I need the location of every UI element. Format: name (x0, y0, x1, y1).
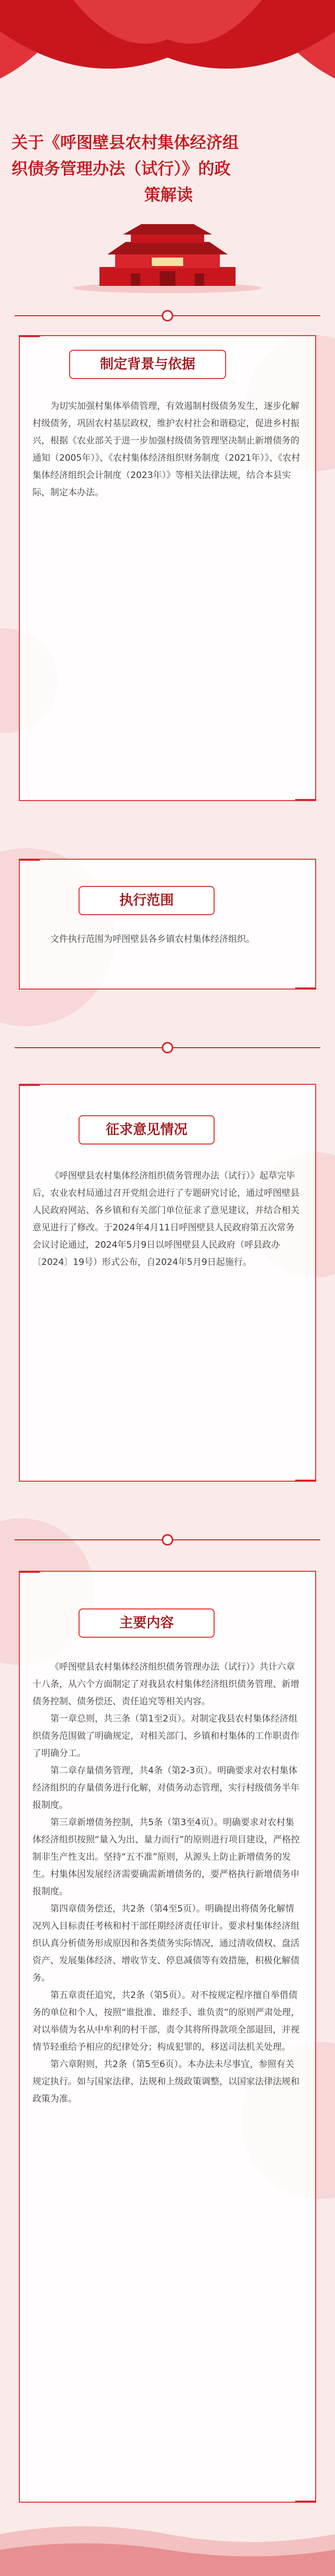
section-body-text: 为切实加强村集体举债管理，有效遏制村级债务发生，逐步化解村级债务，巩固农村基层政权，维护农村社会和谐稳定，促进乡村振兴，根据《农业部关于进一步加强村级债务管理坚决制止新增债务的通知（2005年）》、《农村集体经济组织财务制度（2021年）》、《农村集体经济组织会计制度（2023年）》等相关法律法规，结合本县实际，制定本办法。 (32, 401, 300, 498)
curtain-header-decoration (0, 0, 335, 110)
page-title (12, 130, 326, 208)
section-body-text: 《呼图壁县农村集体经济组织债务管理办法（试行）》起草完毕后，农业农村局通过召开党组会进行了专题研究讨论，通过呼图壁县人民政府网站、各乡镇和有关部门单位征求了意见建议，并结合相关意见进行了修改。于2024年4月11日呼图壁县人民政府第五次常务会议讨论通过，2024年5月9日以呼图壁县人民政府（呼县政办〔2024〕19号）形式公布，自2024年5月9日起施行。 (32, 1171, 299, 1268)
section-title-main-content (79, 1608, 215, 1638)
paragraph: 第五章责任追究，共2条（第5页）。对不按规定程序擅自举借债务的单位和个人，按照“谁批准、谁经手、谁负责”的原则严肃处理，对以举债为名从中牟利的村干部，责令其将所得款项全部退回，并视情节轻重给予相应的纪律处分；构成犯罪的，移送司法机关处理。 (32, 1990, 300, 2052)
section-title: 制定背景与依据 (99, 357, 195, 372)
section-title: 执行范围 (119, 893, 174, 908)
page-title-line-3: 策解读 (144, 186, 193, 205)
paragraph: 第六章附则，共2条（第5至6页）。本办法未尽事宜，参照有关规定执行。如与国家法律、法规和上级政策调整，以国家法律法规和政策为准。 (32, 2059, 299, 2104)
section-title: 征求意见情况 (105, 1122, 187, 1138)
section-title: 主要内容 (119, 1615, 174, 1631)
section-body-text: 文件执行范围为呼图壁县各乡镇农村集体经济组织。 (50, 934, 255, 945)
tiananmen-illustration (68, 209, 267, 293)
section-divider-dot (162, 1534, 173, 1546)
section-title-background (69, 350, 226, 379)
section-title-consultation (79, 1115, 215, 1145)
section-card-scope (19, 859, 316, 990)
section-body-text (32, 1659, 303, 2108)
paragraph: 第二章存量债务管理，共4条（第2-3页）。明确要求对农村集体经济组织的存量债务进行化解，对债务动态管理，实行村级债务半年报制度。 (32, 1766, 299, 1811)
section-divider-dot (162, 1042, 173, 1053)
page-title-line-1: 关于《呼图壁县农村集体经济组 (12, 134, 239, 152)
footer-decoration (0, 2513, 335, 2576)
section-title-scope (79, 886, 215, 915)
section-divider-dot (162, 310, 173, 321)
page-title-line-2: 织债务管理办法（试行）》的政 (12, 160, 231, 179)
paragraph: 《呼图壁县农村集体经济组织债务管理办法（试行）》共计六章十八条，从六个方面制定了对我县农村集体经济组织债务管理、新增债务控制、债务偿还、责任追究等相关内容。 (32, 1662, 299, 1707)
paragraph: 第三章新增债务控制，共5条（第3至4页）。明确要求对农村集体经济组织按照“量入为出、量力而行”的原则进行项目建设，严格控制非生产性支出。坚持“五不准”原则，从源头上防止新增债务的发生。村集体因发展经济需要确需新增债务的，要严格执行新增债务申报制度。 (32, 1817, 300, 1897)
paragraph: 第四章债务偿还，共2条（第4至5页）。明确提出将债务化解情况列入目标责任考核和村干部任期经济责任审计。要求村集体经济组织认真分析债务形成原因和各类债务实际情况，通过清收债权、盘活资产、发展集体经济、增收节支、停息减债等有效措施，积极化解债务。 (32, 1904, 299, 1983)
paragraph: 第一章总则，共三条（第1至2页）。对制定我县农村集体经济组织债务范围做了明确规定，对相关部门、乡镇和村集体的工作职责作了明确分工。 (32, 1714, 299, 1759)
